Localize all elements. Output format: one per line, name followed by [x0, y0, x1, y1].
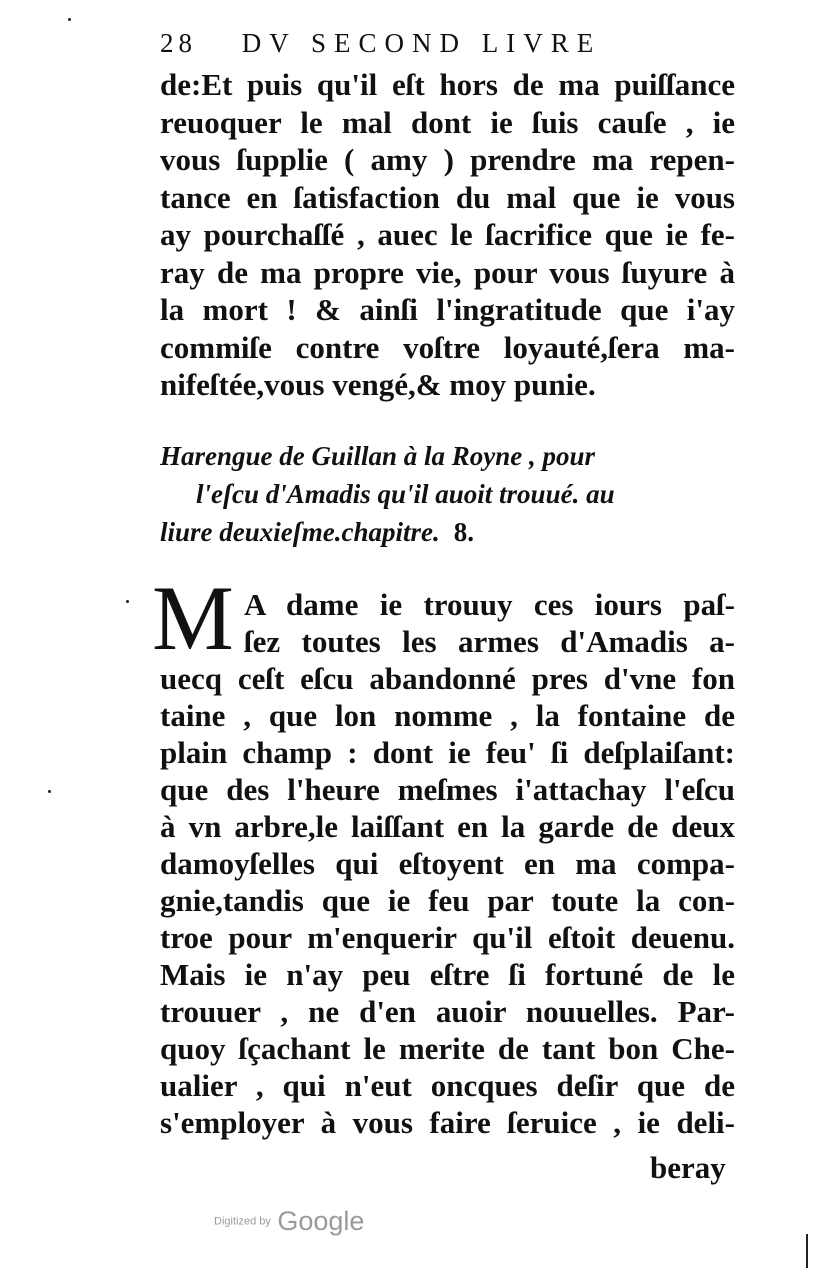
caption-line: Harengue de Guillan à la Royne , pour: [160, 441, 596, 471]
text-line: taine , que lon nomme , la fontaine de: [160, 698, 735, 733]
page-number: 28: [160, 28, 197, 58]
text-line: que des l'heure meſmes i'attachay l'eſcu: [160, 772, 735, 807]
text-line: ay pourchaſſé , auec le ſacrifice que ie fe-: [160, 217, 735, 252]
caption-line: l'eſcu d'Amadis qu'il auoit trouué. au: [196, 479, 615, 509]
text-line: commiſe contre voſtre loyauté,ſera ma-: [160, 329, 735, 365]
text-line: de:Et puis qu'il eſt hors de ma puiſſance: [160, 67, 735, 102]
paragraph-1: [160, 66, 735, 404]
text-line: reuoquer le mal dont ie ſuis cauſe , ie: [160, 104, 735, 140]
text-line: vous ſupplie ( amy ) prendre ma repen-: [160, 142, 735, 177]
text-line: trouuer , ne d'en auoir nouuelles. Par-: [160, 994, 735, 1029]
text-line: plain champ : dont ie feu' ſi deſplaiſant:: [160, 735, 735, 770]
scan-edge-mark: [806, 1234, 808, 1268]
catchword: beray: [650, 1150, 726, 1185]
watermark-brand: Google: [277, 1206, 365, 1236]
text-line: s'employer à vous faire ſeruice , ie deli-: [160, 1105, 735, 1140]
chapter-number: 8.: [453, 517, 474, 547]
text-line: ray de ma propre vie, pour vous ſuyure à: [160, 254, 735, 290]
caption-line: [160, 513, 720, 551]
text-line: A dame ie trouuy ces iours paſ-: [244, 587, 735, 622]
text-line: nifeſtée,vous vengé,& moy punie.: [160, 367, 596, 402]
text-line: damoyſelles qui eſtoyent en ma compa-: [160, 846, 735, 881]
drop-cap: M: [152, 567, 234, 669]
scan-speck: [126, 600, 129, 603]
google-watermark: [214, 1206, 364, 1237]
scan-speck: [68, 18, 71, 21]
caption-line-text: liure deuxieſme.chapitre.: [160, 517, 440, 547]
text-line: quoy ſçachant le merite de tant bon Che-: [160, 1031, 735, 1066]
scan-speck: [48, 790, 51, 793]
text-line: tance en ſatisfaction du mal que ie vous: [160, 179, 735, 215]
paragraph-2: [160, 586, 735, 1141]
text-line: uecq ceſt eſcu abandonné pres d'vne fon: [160, 661, 735, 696]
text-line: à vn arbre,le laiſſant en la garde de deux: [160, 809, 735, 844]
text-line: troe pour m'enquerir qu'il eſtoit deuenu.: [160, 920, 735, 955]
text-line: gnie,tandis que ie feu par toute la con-: [160, 883, 735, 918]
running-head: DV SECOND LIVRE: [241, 28, 602, 58]
text-line: ualier , qui n'eut oncques deſir que de: [160, 1068, 735, 1103]
watermark-digitized-text: Digitized by: [214, 1215, 271, 1228]
text-line: ſez toutes les armes d'Amadis a-: [244, 624, 735, 659]
chapter-caption: [160, 437, 720, 551]
text-line: Mais ie n'ay peu eſtre ſi fortuné de le: [160, 957, 735, 992]
page-header: [160, 28, 720, 62]
text-line: la mort ! & ainſi l'ingratitude que i'ay: [160, 292, 735, 327]
